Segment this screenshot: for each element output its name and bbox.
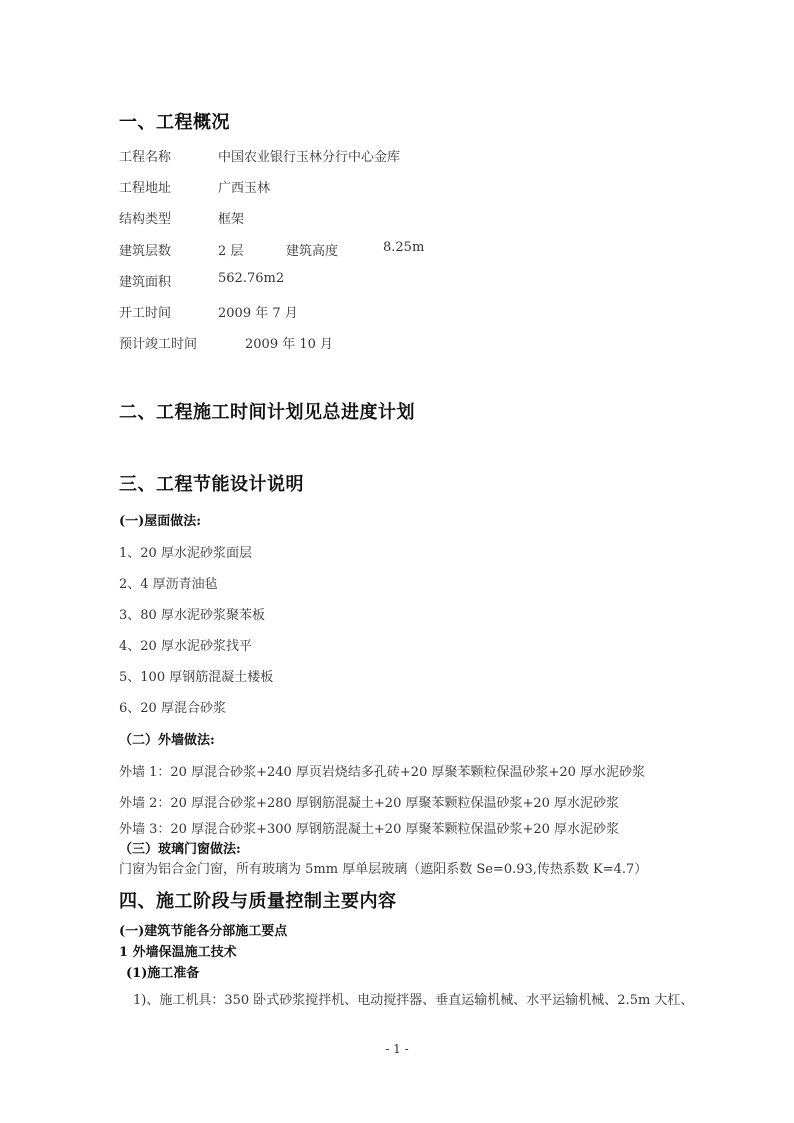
height-value: 8.25m [383, 240, 425, 255]
roof-subheading: (一)屋面做法: [119, 514, 202, 529]
section-2-heading: 二、工程施工时间计划见总进度计划 [119, 402, 415, 423]
construction-subheading: (1)施工准备 [126, 966, 200, 981]
roof-item: 1、20 厚水泥砂浆面层 [119, 546, 252, 561]
construction-line: 1)、施工机具：350 卧式砂浆搅拌机、电动搅拌器、垂直运输机械、水平运输机械、2.5m 大杠、 [133, 993, 694, 1008]
roof-item: 6、20 厚混合砂浆 [119, 701, 226, 716]
section-1-heading: 一、工程概况 [119, 112, 230, 133]
wall-subheading: （二）外墙做法: [119, 733, 215, 748]
glass-text: 门窗为铝合金门窗，所有玻璃为 5mm 厚单层玻璃（遮阳系数 Se=0.93,传热系数 K=4.7） [119, 862, 648, 877]
label: 开工时间 [119, 306, 172, 321]
section-3-heading: 三、工程节能设计说明 [119, 474, 304, 495]
wall-item: 外墙 3：20 厚混合砂浆+300 厚钢筋混凝土+20 厚聚苯颗粒保温砂浆+20 厚水泥砂浆 [119, 822, 620, 837]
label: 预计竣工时间 [119, 337, 198, 352]
label: 工程名称 [119, 150, 172, 165]
value: 中国农业银行玉林分行中心金库 [218, 150, 401, 165]
wall-item: 外墙 2：20 厚混合砂浆+280 厚钢筋混凝土+20 厚聚苯颗粒保温砂浆+20 厚水泥砂浆 [119, 796, 620, 811]
label: 建筑层数 [119, 244, 172, 259]
page-number: - 1 - [385, 1042, 409, 1056]
roof-item: 3、80 厚水泥砂浆聚苯板 [119, 608, 265, 623]
construction-subheading: (一)建筑节能各分部施工要点 [119, 924, 288, 939]
value: 框架 [218, 212, 245, 227]
value: 2 层 [218, 244, 244, 259]
value: 2009 年 10 月 [245, 337, 334, 352]
roof-item: 4、20 厚水泥砂浆找平 [119, 639, 252, 654]
value: 广西玉林 [218, 181, 271, 196]
height-label: 建筑高度 [286, 244, 339, 259]
value: 2009 年 7 月 [218, 306, 298, 321]
label: 工程地址 [119, 181, 172, 196]
construction-subheading: 1 外墙保温施工技术 [119, 945, 237, 960]
value: 562.76m2 [218, 271, 285, 286]
label: 建筑面积 [119, 275, 172, 290]
glass-subheading: （三）玻璃门窗做法: [119, 842, 241, 857]
roof-item: 5、100 厚钢筋混凝土楼板 [119, 670, 274, 685]
wall-item: 外墙 1：20 厚混合砂浆+240 厚页岩烧结多孔砖+20 厚聚苯颗粒保温砂浆+20 厚水泥砂浆 [119, 765, 646, 780]
label: 结构类型 [119, 212, 172, 227]
roof-item: 2、4 厚沥青油毡 [119, 577, 218, 592]
section-4-heading: 四、施工阶段与质量控制主要内容 [119, 891, 397, 912]
